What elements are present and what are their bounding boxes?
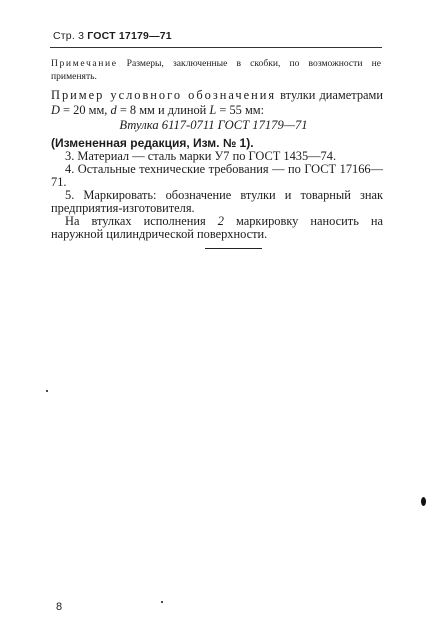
header-rule [50, 47, 382, 48]
speck-mark [161, 601, 163, 603]
edition-note: (Измененная редакция, Изм. № 1). [51, 136, 254, 150]
standard-code: ГОСТ 17179—71 [87, 30, 172, 42]
end-separator [205, 248, 262, 249]
symbol-L: L [209, 102, 217, 117]
clause-4: 4. Остальные технические требования — по ГОСТ 17166—71. [51, 162, 383, 189]
clause-6-text: На втулках исполнения [65, 214, 218, 228]
clause-3: 3. Материал — сталь марки У7 по ГОСТ 1435—74. [65, 149, 337, 163]
clause-6 [51, 215, 383, 241]
note [51, 58, 381, 83]
clause-5: 5. Маркировать: обозначение втулки и товарный знак предприятия-изготовителя. [51, 188, 383, 215]
designation-string: Втулка 6117-0711 ГОСТ 17179—71 [119, 118, 308, 132]
example-text: = 8 мм и длиной [116, 102, 210, 117]
symbol-D: D [51, 102, 60, 117]
clause-6-text: маркировку наносить на наружной цилиндрической поверхности. [51, 214, 383, 241]
example-label: Пример условного обозначения [51, 88, 277, 102]
example-text: = 20 мм, [59, 102, 111, 117]
symbol-d: d [110, 102, 117, 117]
body-text [51, 137, 383, 241]
speck-mark [46, 390, 48, 392]
running-header [53, 30, 172, 42]
designation-example [51, 88, 383, 117]
example-text: втулки диаметрами [276, 88, 383, 102]
ink-blot [421, 497, 426, 506]
note-text: Размеры, заключенные в скобки, по возможности не применять. [51, 58, 381, 82]
note-label: Примечание [51, 58, 118, 69]
page-label: Стр. 3 [53, 30, 85, 42]
page-number: 8 [56, 601, 63, 613]
example-text: = 55 мм: [216, 102, 265, 117]
variant-number: 2 [217, 214, 224, 228]
